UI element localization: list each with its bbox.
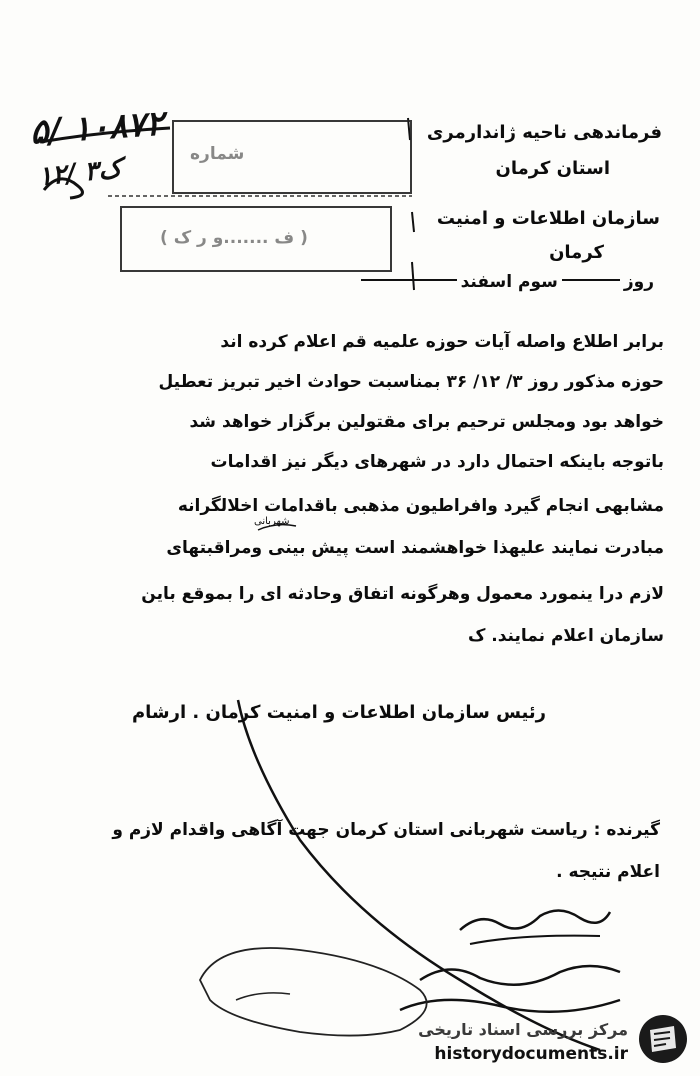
handwritten-reference-number: ۵/ ۱۰۸۷۲ [28,103,166,153]
date-prefix: روز [623,272,654,292]
header-province: استان کرمان [495,158,610,179]
body-line-8: سازمان اعلام نمایند. ک [467,626,664,646]
signature-loop [200,948,427,1036]
body-line-1: برابر اطلاع واصله آیات حوزه علمیه قم اعلام کرده اند [220,332,664,352]
recipient-line-1: گیرنده : ریاست شهربانی استان کرمان جهت آگاهی واقدام لازم و [112,820,660,840]
body-line-2: حوزه مذکور روز ۳/ ۱۲/ ۳۶ بمناسبت حوادث اخیر تبریز تعطیل [158,372,664,392]
signature-stroke [238,700,600,1050]
header-gendarmerie: فرماندهی ناحیه ژاندارمری [426,122,662,143]
recipient-line-2: اعلام نتیجه . [556,862,660,882]
dash-fill [361,279,457,281]
classification-stamp-text: ( ف .......و ر ک ) [160,228,308,248]
date-line [357,272,654,292]
watermark-text: مرکز بررسی اسناد تاریخی [418,1020,628,1039]
interlinear-note: شهربانی [254,516,290,527]
handwritten-note [420,966,620,985]
body-line-7: لازم درا ینمورد معمول وهرگونه اتفاق وحادثه ای را بموقع باین [141,584,664,604]
margin-tick [412,212,414,232]
dash-fill [562,279,620,281]
archive-logo-icon [636,1012,690,1066]
signature-loop-inner [236,993,290,1000]
header-organization: سازمان اطلاعات و امنیت [436,208,660,229]
watermark-url: historydocuments.ir [434,1044,628,1064]
registration-stamp-text: شماره [190,144,245,164]
handwritten-note [460,910,610,930]
signature-title: رئیس سازمان اطلاعات و امنیت کرمان . ارشام [131,702,546,723]
handwritten-note [470,936,600,944]
body-line-5: مشابهی انجام گیرد وافراطیون مذهبی باقدامات اخلالگرانه [177,496,664,516]
header-city: کرمان [549,242,604,263]
handwritten-date-fragment: ۱۲/ ۳ک [36,153,124,193]
body-line-3: خواهد بود ومجلس ترحیم برای مقتولین برگزار خواهد شد [189,412,664,432]
body-line-4: باتوجه باینکه احتمال دارد در شهرهای دیگر نیز اقدامات [210,452,664,472]
body-line-6: مبادرت نمایند علیهذا خواهشمند است پیش بینی ومراقبتهای [166,538,664,558]
date-word: سوم اسفند [460,272,558,292]
